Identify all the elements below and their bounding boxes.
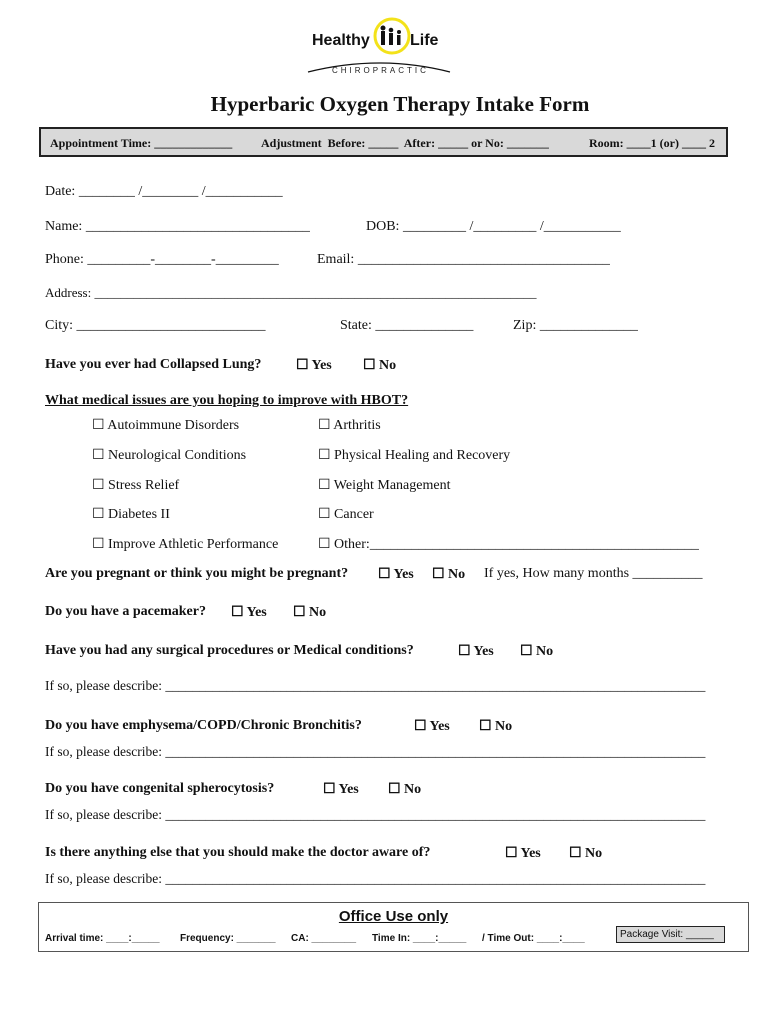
collapsed-lung-no-checkbox[interactable]: ☐ No: [363, 358, 397, 373]
issue-diabetes-checkbox[interactable]: ☐ Diabetes II: [92, 507, 170, 522]
zip-field[interactable]: Zip: ______________: [513, 318, 638, 333]
collapsed-lung-yes-checkbox[interactable]: ☐ Yes: [296, 358, 332, 373]
date-field[interactable]: Date: ________ /________ /___________: [45, 184, 283, 199]
copd-yes-checkbox[interactable]: ☐ Yes: [414, 719, 450, 734]
surgical-no-checkbox[interactable]: ☐ No: [520, 644, 554, 659]
pacemaker-question: Do you have a pacemaker?: [45, 604, 206, 619]
issue-stress-checkbox[interactable]: ☐ Stress Relief: [92, 478, 180, 493]
pregnant-yes-checkbox[interactable]: ☐ Yes: [378, 567, 414, 582]
pacemaker-yes-checkbox[interactable]: ☐ Yes: [231, 605, 267, 620]
issue-other-checkbox[interactable]: ☐ Other:_______________________________________________: [318, 537, 699, 552]
copd-no-checkbox[interactable]: ☐ No: [479, 719, 513, 734]
pregnant-no-checkbox[interactable]: ☐ No: [432, 567, 466, 582]
issue-cancer-checkbox[interactable]: ☐ Cancer: [318, 507, 374, 522]
logo-subtitle: CHIROPRACTIC: [332, 66, 429, 75]
anything-else-yes-checkbox[interactable]: ☐ Yes: [505, 846, 541, 861]
phone-field[interactable]: Phone: _________-________-_________: [45, 252, 279, 267]
pregnant-question: Are you pregnant or think you might be pregnant?: [45, 566, 349, 581]
issue-weight-checkbox[interactable]: ☐ Weight Management: [318, 478, 451, 493]
surgical-yes-checkbox[interactable]: ☐ Yes: [458, 644, 494, 659]
package-visit-field[interactable]: Package Visit: _____: [616, 926, 725, 943]
issue-autoimmune-checkbox[interactable]: ☐ Autoimmune Disorders: [92, 418, 240, 433]
anything-else-no-checkbox[interactable]: ☐ No: [569, 846, 603, 861]
surgical-question: Have you had any surgical procedures or Medical conditions?: [45, 643, 414, 658]
spherocytosis-yes-checkbox[interactable]: ☐ Yes: [323, 782, 359, 797]
email-field[interactable]: Email: ____________________________________: [317, 252, 610, 267]
arrival-time-field[interactable]: Arrival time: ____:_____: [45, 933, 160, 944]
dob-field[interactable]: DOB: _________ /_________ /___________: [366, 219, 621, 234]
issue-neurological-checkbox[interactable]: ☐ Neurological Conditions: [92, 448, 247, 463]
anything-else-question: Is there anything else that you should make the doctor aware of?: [45, 845, 431, 860]
name-field[interactable]: Name: ________________________________: [45, 219, 310, 234]
office-use-title: Office Use only: [338, 908, 449, 925]
copd-question: Do you have emphysema/COPD/Chronic Bronchitis?: [45, 718, 362, 733]
spherocytosis-describe-field[interactable]: If so, please describe: ________________________________________________________________________________: [45, 807, 706, 822]
spherocytosis-no-checkbox[interactable]: ☐ No: [388, 782, 422, 797]
ca-field[interactable]: CA: ________: [291, 933, 357, 944]
appointment-time-field[interactable]: Appointment Time: _____________: [50, 136, 233, 150]
page-title: Hyperbaric Oxygen Therapy Intake Form: [210, 92, 590, 116]
pregnant-months-field[interactable]: If yes, How many months __________: [484, 566, 703, 581]
logo-word-left: Healthy: [312, 32, 370, 49]
address-field[interactable]: Address: ____________________________________________________________________: [45, 285, 537, 300]
medical-issues-heading: What medical issues are you hoping to improve with HBOT?: [45, 393, 409, 408]
issue-healing-checkbox[interactable]: ☐ Physical Healing and Recovery: [318, 448, 511, 463]
logo-word-right: Life: [410, 32, 439, 49]
issue-arthritis-checkbox[interactable]: ☐ Arthritis: [318, 418, 381, 433]
anything-else-describe-field[interactable]: If so, please describe: ________________________________________________________________________________: [45, 871, 706, 886]
city-field[interactable]: City: ___________________________: [45, 318, 266, 333]
room-field[interactable]: Room: ____1 (or) ____ 2: [589, 136, 715, 150]
appointment-box: [39, 127, 728, 157]
state-field[interactable]: State: ______________: [340, 318, 474, 333]
adjustment-field[interactable]: Adjustment Before: _____ After: _____ or No: _______: [261, 136, 549, 150]
logo: [300, 16, 460, 78]
collapsed-lung-question: Have you ever had Collapsed Lung?: [45, 357, 262, 372]
frequency-field[interactable]: Frequency: _______: [180, 933, 276, 944]
surgical-describe-field[interactable]: If so, please describe: ________________________________________________________________________________: [45, 678, 706, 693]
copd-describe-field[interactable]: If so, please describe: ________________________________________________________________________________: [45, 744, 706, 759]
time-out-field[interactable]: / Time Out: ____:____: [482, 933, 585, 944]
issue-athletic-checkbox[interactable]: ☐ Improve Athletic Performance: [92, 537, 279, 552]
pacemaker-no-checkbox[interactable]: ☐ No: [293, 605, 327, 620]
spherocytosis-question: Do you have congenital spherocytosis?: [45, 781, 275, 796]
time-in-field[interactable]: Time In: ____:_____: [372, 933, 467, 944]
